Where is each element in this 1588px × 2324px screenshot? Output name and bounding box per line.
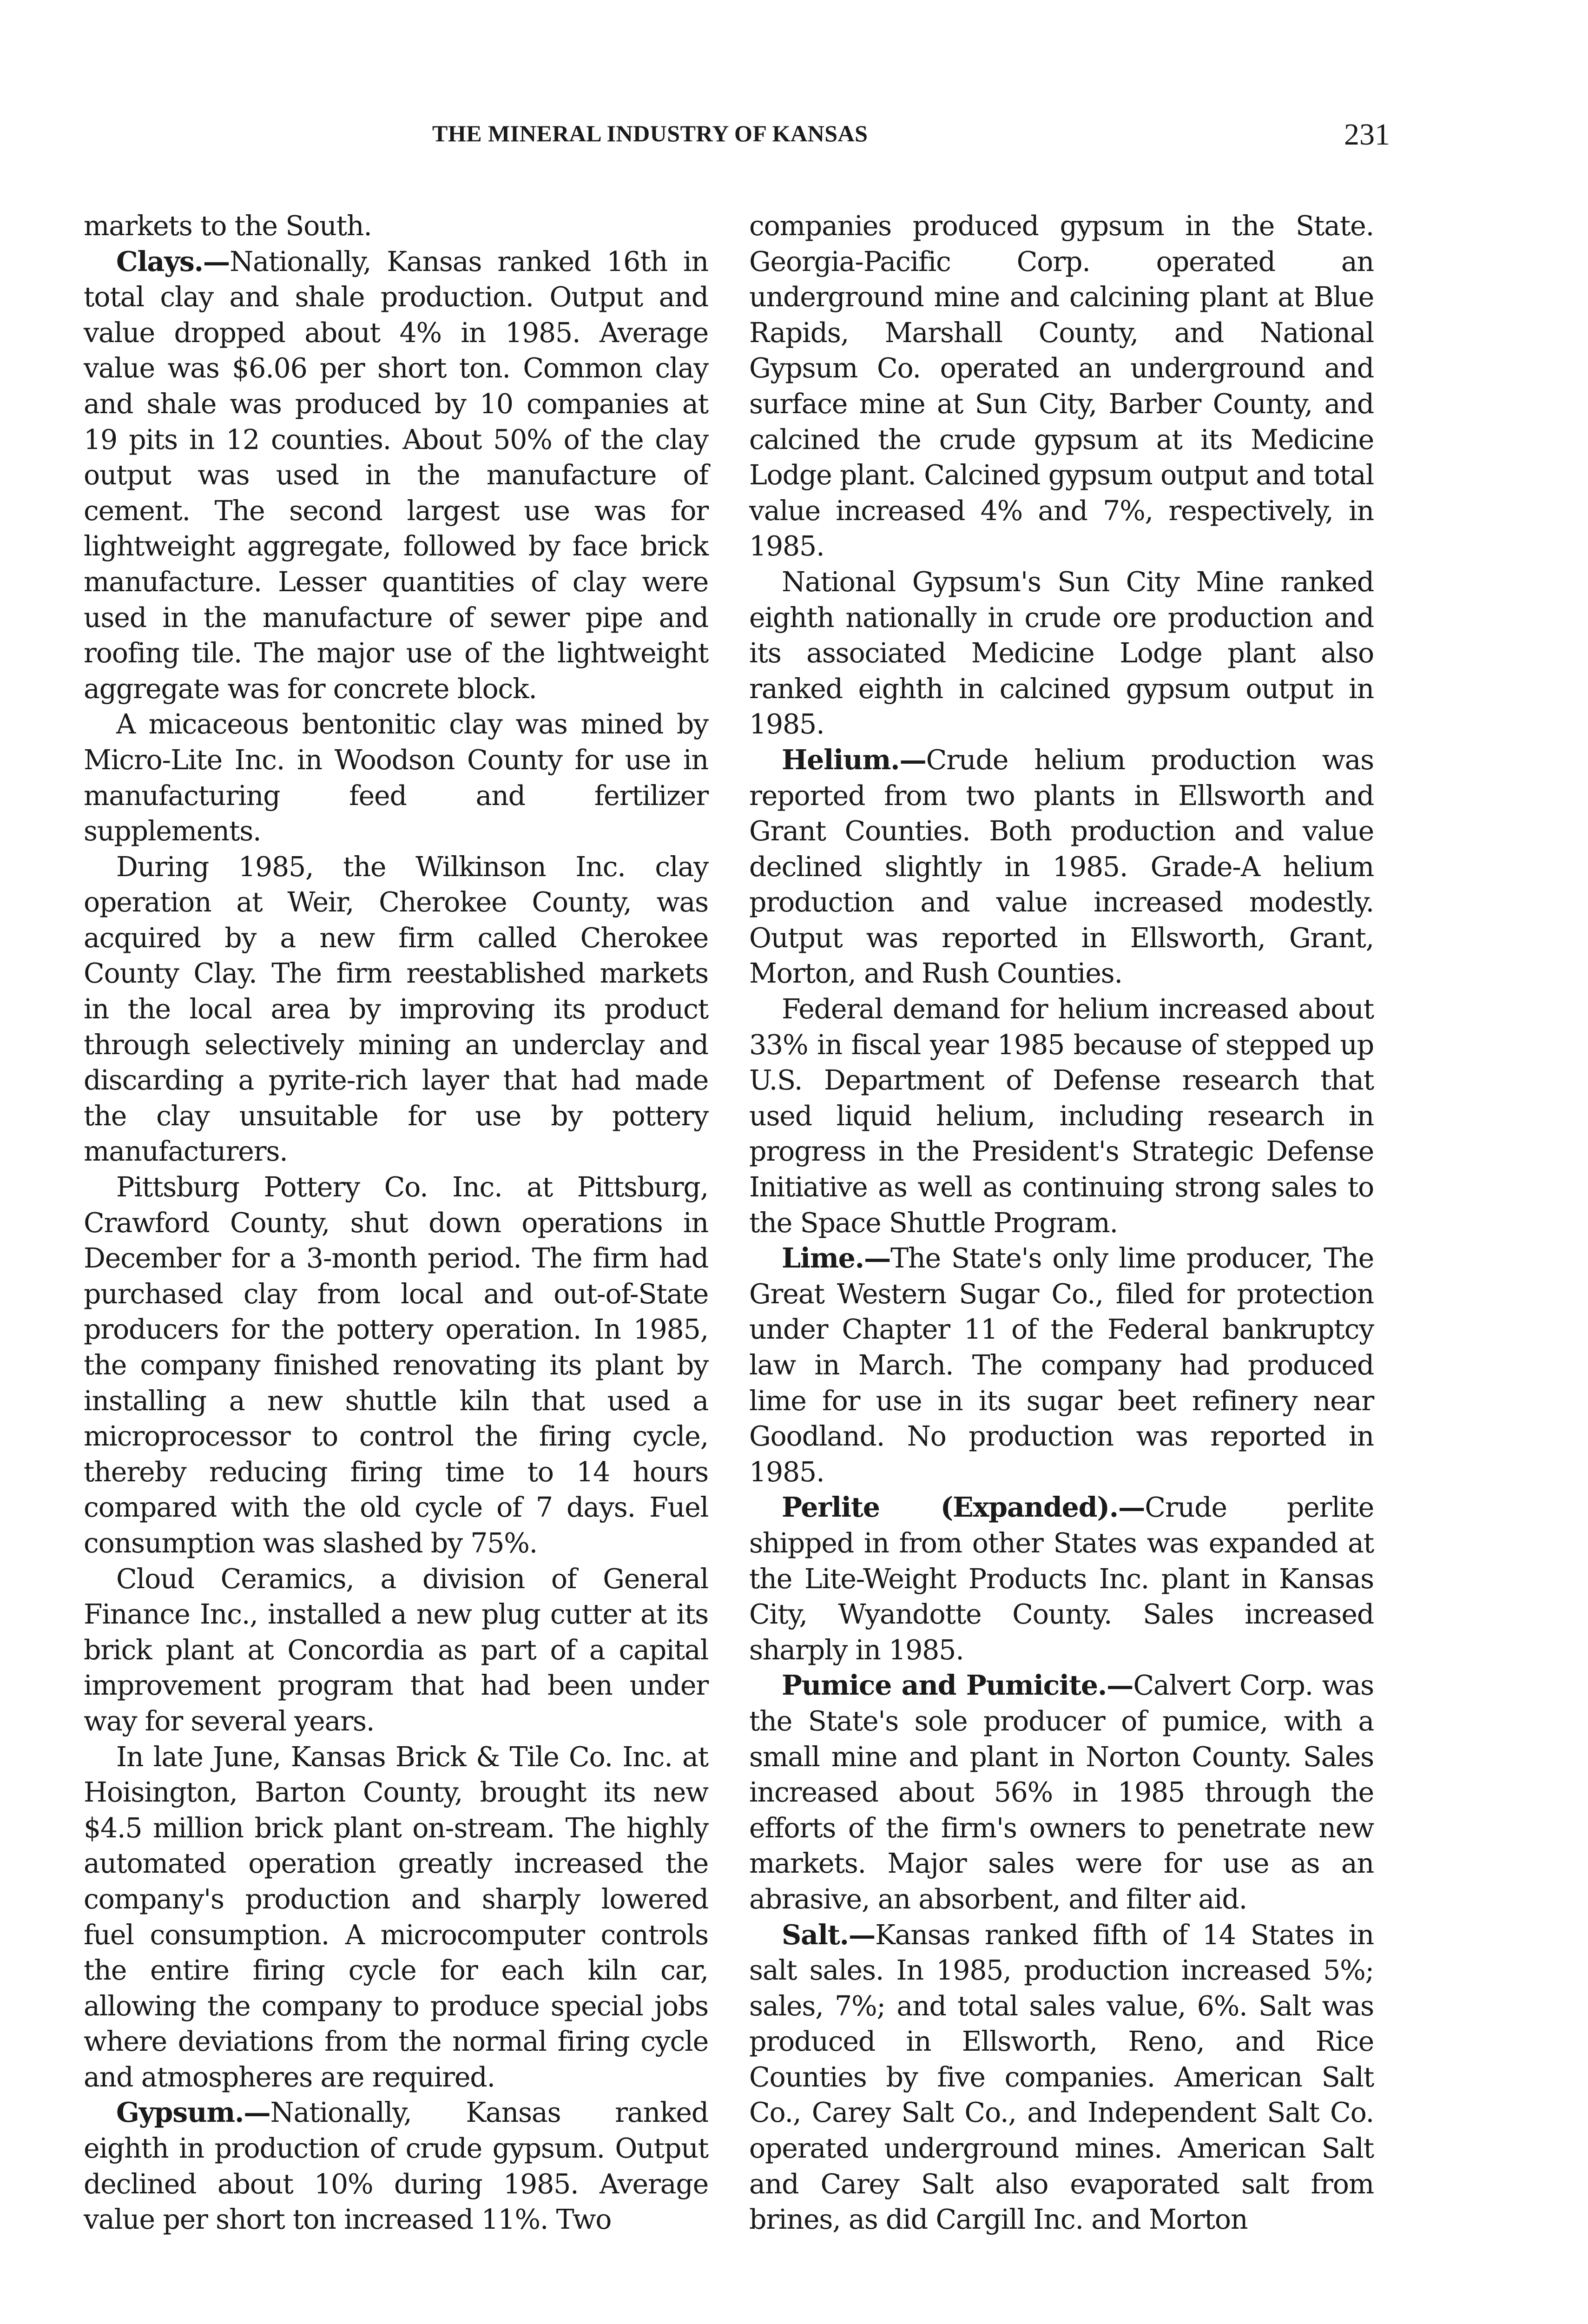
paragraph <box>749 1241 1374 1490</box>
paragraph <box>84 244 708 707</box>
paragraph <box>84 849 708 1169</box>
paragraph-text: Crude perlite shipped in from other States was expanded at the Lite-Weight Products Inc. plant in Kansas City, Wyandotte County. Sales increased sharply in 1985. <box>749 1492 1374 1666</box>
paragraph-text: companies produced gypsum in the State. Georgia-Pacific Corp. operated an underground mine and calcining plant at Blue Rapids, Marshall County, and National Gypsum Co. operated an underground and surface mine at Sun City, Barber County, and calcined the crude gypsum at its Medicine Lodge plant. Calcined gypsum output and total value increased 4% and 7%, respectively, in 1985. <box>749 210 1374 562</box>
paragraph <box>749 208 1374 564</box>
section-heading: Lime.— <box>782 1242 891 1274</box>
running-header: THE MINERAL INDUSTRY OF KANSAS <box>432 120 868 146</box>
paragraph-text: Nationally, Kansas ranked 16th in total clay and shale production. Output and value dropped about 4% in 1985. Average value was $6.06 per short ton. Common clay and shale was produced by 10 companies at 19 pits in 12 counties. About 50% of the clay output was used in the manufacture of cement. The second largest use was for lightweight aggregate, followed by face brick manufacture. Lesser quantities of clay were used in the manufacture of sewer pipe and roofing tile. The major use of the lightweight aggregate was for concrete block. <box>84 245 708 705</box>
paragraph <box>749 1490 1374 1668</box>
paragraph <box>84 706 708 849</box>
paragraph <box>84 2095 708 2237</box>
paragraph-text: National Gypsum's Sun City Mine ranked eighth nationally in crude ore production and its associated Medicine Lodge plant also ranked eighth in calcined gypsum output in 1985. <box>749 566 1374 740</box>
paragraph <box>84 1169 708 1561</box>
section-heading: Pumice and Pumicite.— <box>782 1669 1133 1702</box>
paragraph-text: Cloud Ceramics, a division of General Finance Inc., installed a new plug cutter at its brick plant at Concordia as part of a capital improvement program that had been under way for several years. <box>84 1563 708 1737</box>
paragraph <box>749 991 1374 1241</box>
section-heading: Gypsum.— <box>116 2096 270 2129</box>
paragraph-text: Calvert Corp. was the State's sole producer of pumice, with a small mine and plant in Norton County. Sales increased about 56% in 1985 through the efforts of the firm's owners to penetrate new markets. Major sales were for use as an abrasive, an absorbent, and filter aid. <box>749 1670 1374 1915</box>
paragraph-text: During 1985, the Wilkinson Inc. clay operation at Weir, Cherokee County, was acquired by a new firm called Cherokee County Clay. The firm reestablished markets in the local area by improving its product through selectively mining an underclay and discarding a pyrite-rich layer that had made the clay unsuitable for use by pottery manufacturers. <box>84 851 708 1168</box>
section-heading: Perlite (Expanded).— <box>782 1491 1145 1524</box>
paragraph <box>84 1739 708 2095</box>
paragraph <box>84 208 708 244</box>
paragraph-text: markets to the South. <box>84 210 372 242</box>
section-heading: Salt.— <box>782 1918 876 1951</box>
left-column <box>84 208 708 2238</box>
paragraph <box>749 1917 1374 2238</box>
paragraph-text: Kansas ranked fifth of 14 States in salt sales. In 1985, production increased 5%; sales, 7%; and total sales value, 6%. Salt was produced in Ellsworth, Reno, and Rice Counties by five companies. American Salt Co., Carey Salt Co., and Independent Salt Co. operated underground mines. American Salt and Carey Salt also evaporated salt from brines, as did Cargill Inc. and Morton <box>749 1919 1374 2236</box>
paragraph-text: In late June, Kansas Brick & Tile Co. Inc. at Hoisington, Barton County, brought its new $4.5 million brick plant on-stream. The highly automated operation greatly increased the company's production and sharply lowered fuel consumption. A microcomputer controls the entire firing cycle for each kiln car, allowing the company to produce special jobs where deviations from the normal firing cycle and atmospheres are required. <box>84 1741 708 2093</box>
paragraph <box>749 1668 1374 1917</box>
page-number: 231 <box>1344 118 1390 152</box>
right-column <box>749 208 1374 2238</box>
paragraph <box>749 564 1374 742</box>
paragraph-text: Crude helium production was reported from two plants in Ellsworth and Grant Counties. Both production and value declined slightly in 1985. Grade-A helium production and value increased modestly. Output was reported in Ellsworth, Grant, Morton, and Rush Counties. <box>749 744 1374 990</box>
paragraph-text: Federal demand for helium increased about 33% in fiscal year 1985 because of stepped up U.S. Department of Defense research that used liquid helium, including research in progress in the President's Strategic Defense Initiative as well as continuing strong sales to the Space Shuttle Program. <box>749 993 1374 1239</box>
paragraph-text: The State's only lime producer, The Great Western Sugar Co., filed for protection under Chapter 11 of the Federal bankruptcy law in March. The company had produced lime for use in its sugar beet refinery near Goodland. No production was reported in 1985. <box>749 1242 1374 1488</box>
section-heading: Clays.— <box>116 245 230 277</box>
paragraph-text: Pittsburg Pottery Co. Inc. at Pittsburg, Crawford County, shut down operations in December for a 3-month period. The firm had purchased clay from local and out-of-State producers for the pottery operation. In 1985, the company finished renovating its plant by installing a new shuttle kiln that used a microprocessor to control the firing cycle, thereby reducing firing time to 14 hours compared with the old cycle of 7 days. Fuel consumption was slashed by 75%. <box>84 1171 708 1559</box>
paragraph <box>749 742 1374 991</box>
paragraph-text: Nationally, Kansas ranked eighth in production of crude gypsum. Output declined about 10% during 1985. Average value per short ton increased 11%. Two <box>84 2097 708 2236</box>
section-heading: Helium.— <box>782 743 926 776</box>
paragraph <box>84 1561 708 1739</box>
paragraph-text: A micaceous bentonitic clay was mined by Micro-Lite Inc. in Woodson County for use in manufacturing feed and fertilizer supplements. <box>84 708 708 847</box>
